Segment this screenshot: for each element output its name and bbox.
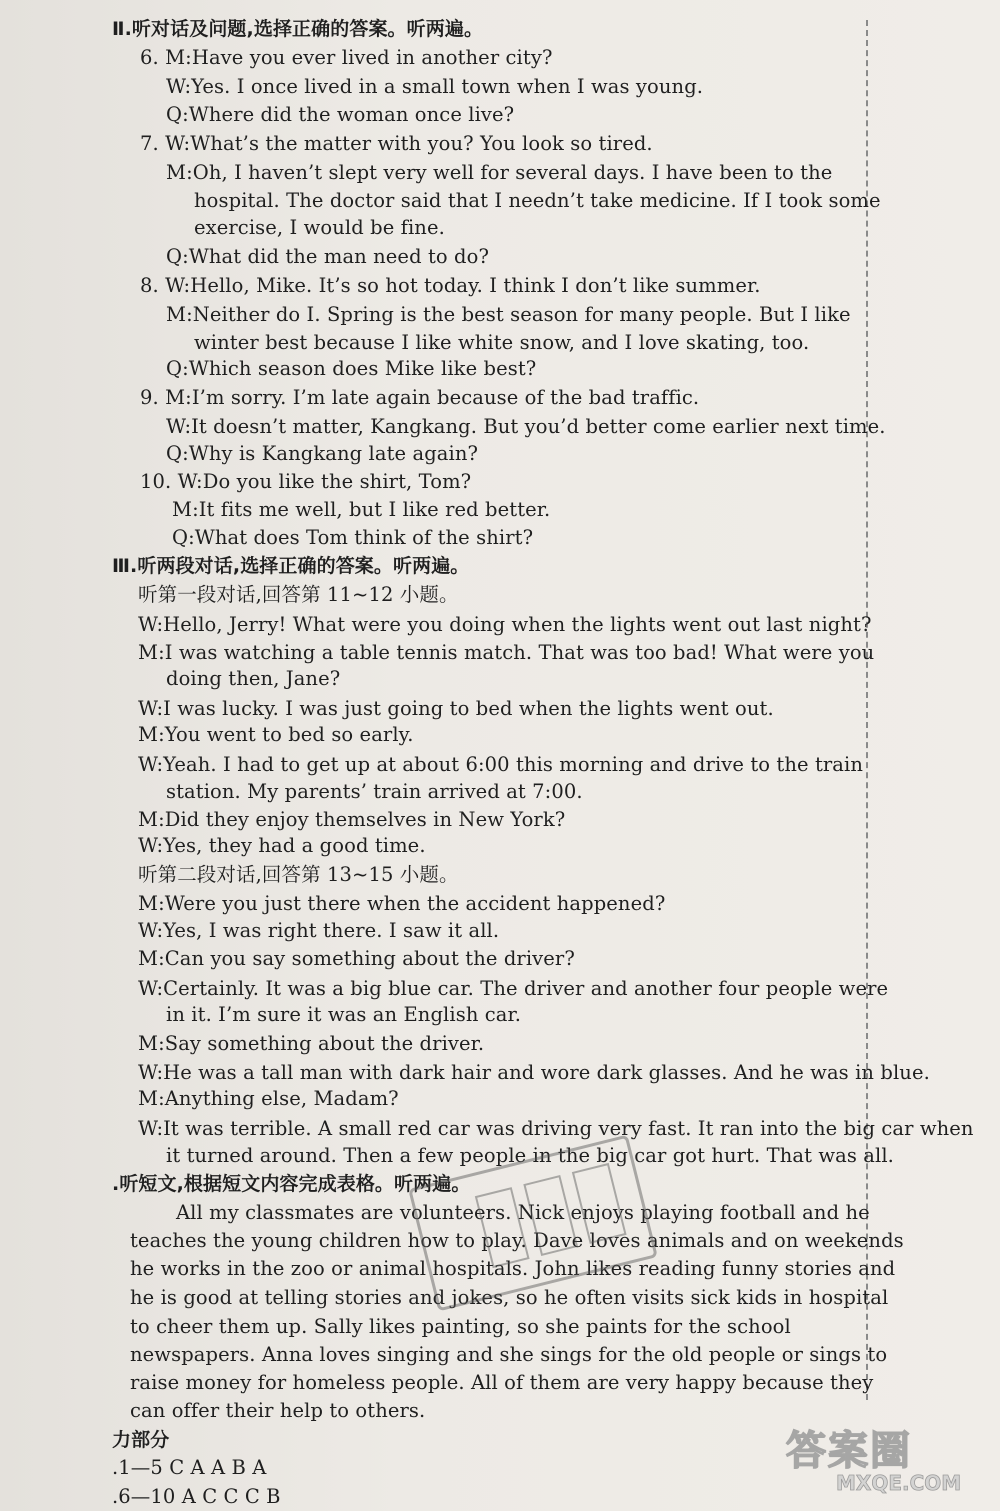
text-line: All my classmates are volunteers. Nick enjoys playing football and he [176, 1201, 870, 1224]
text-line: W:Yes, they had a good time. [138, 834, 426, 857]
text-line: 10. W:Do you like the shirt, Tom? [140, 470, 472, 493]
section-heading: Ⅱ.听对话及问题,选择正确的答案。听两遍。 [112, 18, 484, 40]
section-heading: .听短文,根据短文内容完成表格。听两遍。 [112, 1173, 471, 1195]
watermark-logo [786, 1419, 986, 1499]
stamp-cell [475, 1187, 530, 1268]
text-line: W:It doesn’t matter, Kangkang. But you’d better come earlier next time. [166, 415, 886, 438]
text-line: he works in the zoo or animal hospitals. John likes reading funny stories and [130, 1257, 896, 1280]
text-line: M:Say something about the driver. [138, 1032, 485, 1055]
text-line: Q:What did the man need to do? [166, 245, 489, 268]
text-line: 听第二段对话,回答第 13~15 小题。 [138, 863, 459, 886]
text-line: raise money for homeless people. All of them are very happy because they [130, 1371, 874, 1394]
text-line: 9. M:I’m sorry. I’m late again because of the bad traffic. [140, 386, 700, 409]
dashed-margin-line [866, 20, 868, 1400]
section-heading: Ⅲ.听两段对话,选择正确的答案。听两遍。 [112, 555, 470, 577]
text-line: M:Oh, I haven’t slept very well for several days. I have been to the [166, 161, 833, 184]
text-line: M:Anything else, Madam? [138, 1087, 399, 1110]
text-line: station. My parents’ train arrived at 7:00. [166, 780, 583, 803]
text-line: W:It was terrible. A small red car was driving very fast. It ran into the big car when [138, 1117, 974, 1140]
stamp-cell [523, 1175, 578, 1256]
text-line: M:I was watching a table tennis match. That was too bad! What were you [138, 641, 875, 664]
text-line: M:You went to bed so early. [138, 723, 414, 746]
text-line: M:Were you just there when the accident happened? [138, 892, 666, 915]
text-line: W:Yeah. I had to get up at about 6:00 this morning and drive to the train [138, 753, 864, 776]
text-line: W:He was a tall man with dark hair and wore dark glasses. And he was in blue. [138, 1061, 930, 1084]
text-line: W:Hello, Jerry! What were you doing when the lights went out last night? [138, 613, 872, 636]
text-line: in it. I’m sure it was an English car. [166, 1003, 522, 1026]
watermark-url: MXQE.COM [836, 1471, 962, 1495]
text-line: teaches the young children how to play. Dave loves animals and on weekends [130, 1229, 904, 1252]
text-line: W:Yes, I was right there. I saw it all. [138, 919, 500, 942]
text-line: Q:Where did the woman once live? [166, 103, 515, 126]
text-line: M:Neither do I. Spring is the best season for many people. But I like [166, 303, 851, 326]
text-line: 听第一段对话,回答第 11~12 小题。 [138, 583, 459, 606]
text-line: to cheer them up. Sally likes painting, so she paints for the school [130, 1315, 791, 1338]
text-line: Q:Why is Kangkang late again? [166, 442, 479, 465]
text-line: 6. M:Have you ever lived in another city? [140, 46, 553, 69]
text-line: doing then, Jane? [166, 667, 341, 690]
watermark-text: 答案圈 [786, 1428, 912, 1474]
text-line: M:Can you say something about the driver? [138, 947, 575, 970]
text-line: he is good at telling stories and jokes, so he often visits sick kids in hospital [130, 1286, 889, 1309]
text-line: Q:Which season does Mike like best? [166, 357, 537, 380]
text-line: Q:What does Tom think of the shirt? [172, 526, 534, 549]
section-heading: 力部分 [112, 1429, 170, 1451]
text-line: W:Certainly. It was a big blue car. The driver and another four people were [138, 977, 889, 1000]
text-line: exercise, I would be fine. [194, 216, 445, 239]
text-line: W:I was lucky. I was just going to bed when the lights went out. [138, 697, 774, 720]
text-line: 8. W:Hello, Mike. It’s so hot today. I think I don’t like summer. [140, 274, 761, 297]
text-line: M:It fits me well, but I like red better. [172, 498, 551, 521]
text-line: hospital. The doctor said that I needn’t take medicine. If I took some [194, 189, 881, 212]
text-line: W:Yes. I once lived in a small town when I was young. [166, 75, 704, 98]
text-line: .6—10 A C C C B [112, 1485, 281, 1508]
text-line: winter best because I like white snow, and I love skating, too. [194, 331, 810, 354]
text-line: .1—5 C A A B A [112, 1456, 267, 1479]
text-line: it turned around. Then a few people in the big car got hurt. That was all. [166, 1144, 894, 1167]
stamp-cell [572, 1163, 627, 1244]
text-line: newspapers. Anna loves singing and she sings for the old people or sings to [130, 1343, 888, 1366]
text-line: can offer their help to others. [130, 1399, 426, 1422]
text-line: M:Did they enjoy themselves in New York? [138, 808, 566, 831]
text-line: 7. W:What’s the matter with you? You look so tired. [140, 132, 653, 155]
